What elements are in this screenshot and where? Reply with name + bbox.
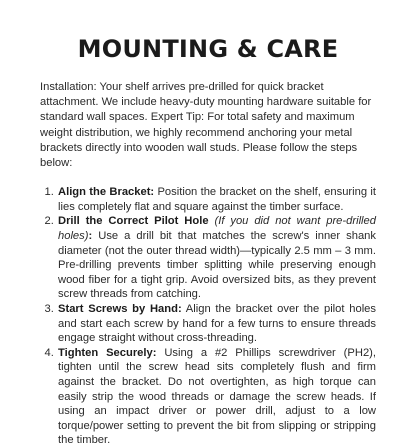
intro-paragraph: Installation: Your shelf arrives pre-drilled for quick bracket attachment. We include heavy-duty mounting hardware suitable for standard wall spaces. Expert Tip: For total safety and maximum weight distribution, we highly recommend anchoring your metal brackets directly into wooden wall studs. Please follow the steps below: [40, 81, 372, 170]
step-text: Using a #2 Phillips screwdriver (PH2), tighten until the screw head sits completely flush and firm against the bracket. Do not overtighten, as high torque can easily strip the wood threads or damage the screw heads. If using an impact driver or power drill, adjust to a low torque/power setting to prevent the bit from slipping or stripping the timber. [58, 346, 376, 447]
step-text: Align the bracket over the pilot holes and start each screw by hand for a few turns to ensure threads engage straight without cross-threading. [58, 302, 376, 345]
step-item-tighten-securely [57, 346, 376, 448]
step-title: Tighten Securely: [58, 346, 157, 359]
step-title: Drill the Correct Pilot Hole [58, 215, 209, 228]
step-text: Position the bracket on the shelf, ensuring it lies completely flat and square against the timber surface. [58, 186, 376, 213]
step-item-start-screws [57, 302, 376, 346]
step-text: Use a drill bit that matches the screw's inner shank diameter (not the outer thread width)—typically 2.5 mm – 3 mm. Pre-drilling prevents timber splitting while preserving enough wood fiber for a tight grip. Avoid oversized bits, as they prevent screw threads from catching. [58, 230, 376, 301]
step-item-drill-pilot-hole [57, 214, 376, 302]
step-title: Align the Bracket: [58, 186, 155, 199]
step-item-align-bracket [57, 185, 376, 214]
steps-list [40, 185, 376, 448]
page-title: MOUNTING & CARE [77, 35, 339, 63]
step-note: (If you did not want pre-drilled holes) [58, 215, 376, 242]
step-colon: : [88, 230, 93, 242]
step-title: Start Screws by Hand: [58, 302, 182, 315]
